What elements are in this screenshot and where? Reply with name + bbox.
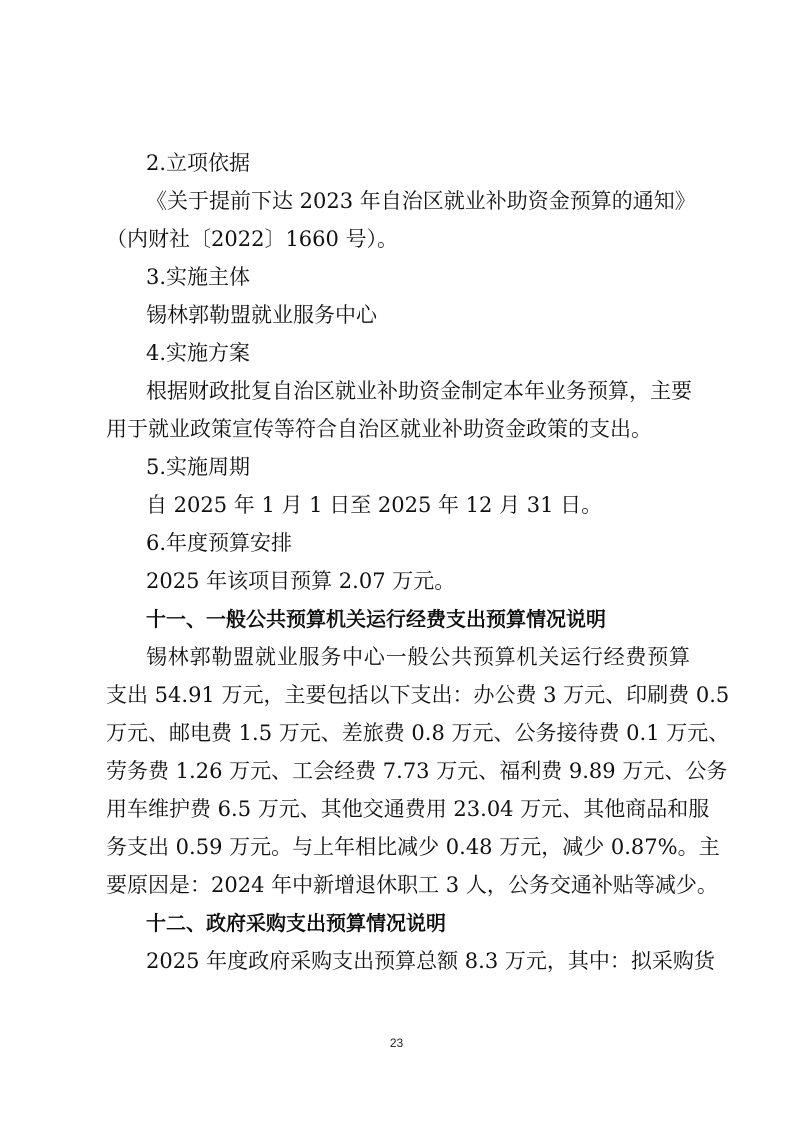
budget-text: 2025 年该项目预算 2.07 万元。 bbox=[146, 569, 456, 593]
basis-text-line-2: （内财社〔2022〕1660 号）。 bbox=[106, 227, 399, 251]
operating-expenses-line-3: 万元、邮电费 1.5 万元、差旅费 0.8 万元、公务接待费 0.1 万元、 bbox=[106, 721, 730, 745]
heading-operating-expenses: 十一、一般公共预算机关运行经费支出预算情况说明 bbox=[146, 607, 606, 631]
operating-expenses-line-5: 用车维护费 6.5 万元、其他交通费用 23.04 万元、其他商品和服 bbox=[106, 797, 710, 821]
heading-procurement: 十二、政府采购支出预算情况说明 bbox=[146, 911, 446, 935]
section-title-period: 5.实施周期 bbox=[146, 455, 251, 479]
procurement-text-line-1: 2025 年度政府采购支出预算总额 8.3 万元，其中：拟采购货 bbox=[146, 949, 715, 973]
plan-text-line-1: 根据财政批复自治区就业补助资金制定本年业务预算，主要 bbox=[146, 379, 692, 403]
section-title-basis: 2.立项依据 bbox=[146, 151, 251, 175]
period-text: 自 2025 年 1 月 1 日至 2025 年 12 月 31 日。 bbox=[146, 493, 603, 517]
section-title-budget: 6.年度预算安排 bbox=[146, 531, 293, 555]
operating-expenses-line-4: 劳务费 1.26 万元、工会经费 7.73 万元、福利费 9.89 万元、公务 bbox=[106, 759, 728, 783]
operating-expenses-line-7: 要原因是：2024 年中新增退休职工 3 人，公务交通补贴等减少。 bbox=[106, 873, 718, 897]
operating-expenses-line-1: 锡林郭勒盟就业服务中心一般公共预算机关运行经费预算 bbox=[146, 645, 690, 669]
operating-expenses-line-2: 支出 54.91 万元，主要包括以下支出：办公费 3 万元、印刷费 0.5 bbox=[106, 683, 730, 707]
section-title-plan: 4.实施方案 bbox=[146, 341, 251, 365]
basis-text-line-1: 《关于提前下达 2023 年自治区就业补助资金预算的通知》 bbox=[146, 189, 696, 213]
operating-expenses-line-6: 务支出 0.59 万元。与上年相比减少 0.48 万元，减少 0.87%。主 bbox=[106, 835, 720, 859]
section-title-implementer: 3.实施主体 bbox=[146, 265, 251, 289]
plan-text-line-2: 用于就业政策宣传等符合自治区就业补助资金政策的支出。 bbox=[106, 417, 652, 441]
page-number: 23 bbox=[389, 1036, 404, 1050]
implementer-text: 锡林郭勒盟就业服务中心 bbox=[146, 303, 377, 327]
